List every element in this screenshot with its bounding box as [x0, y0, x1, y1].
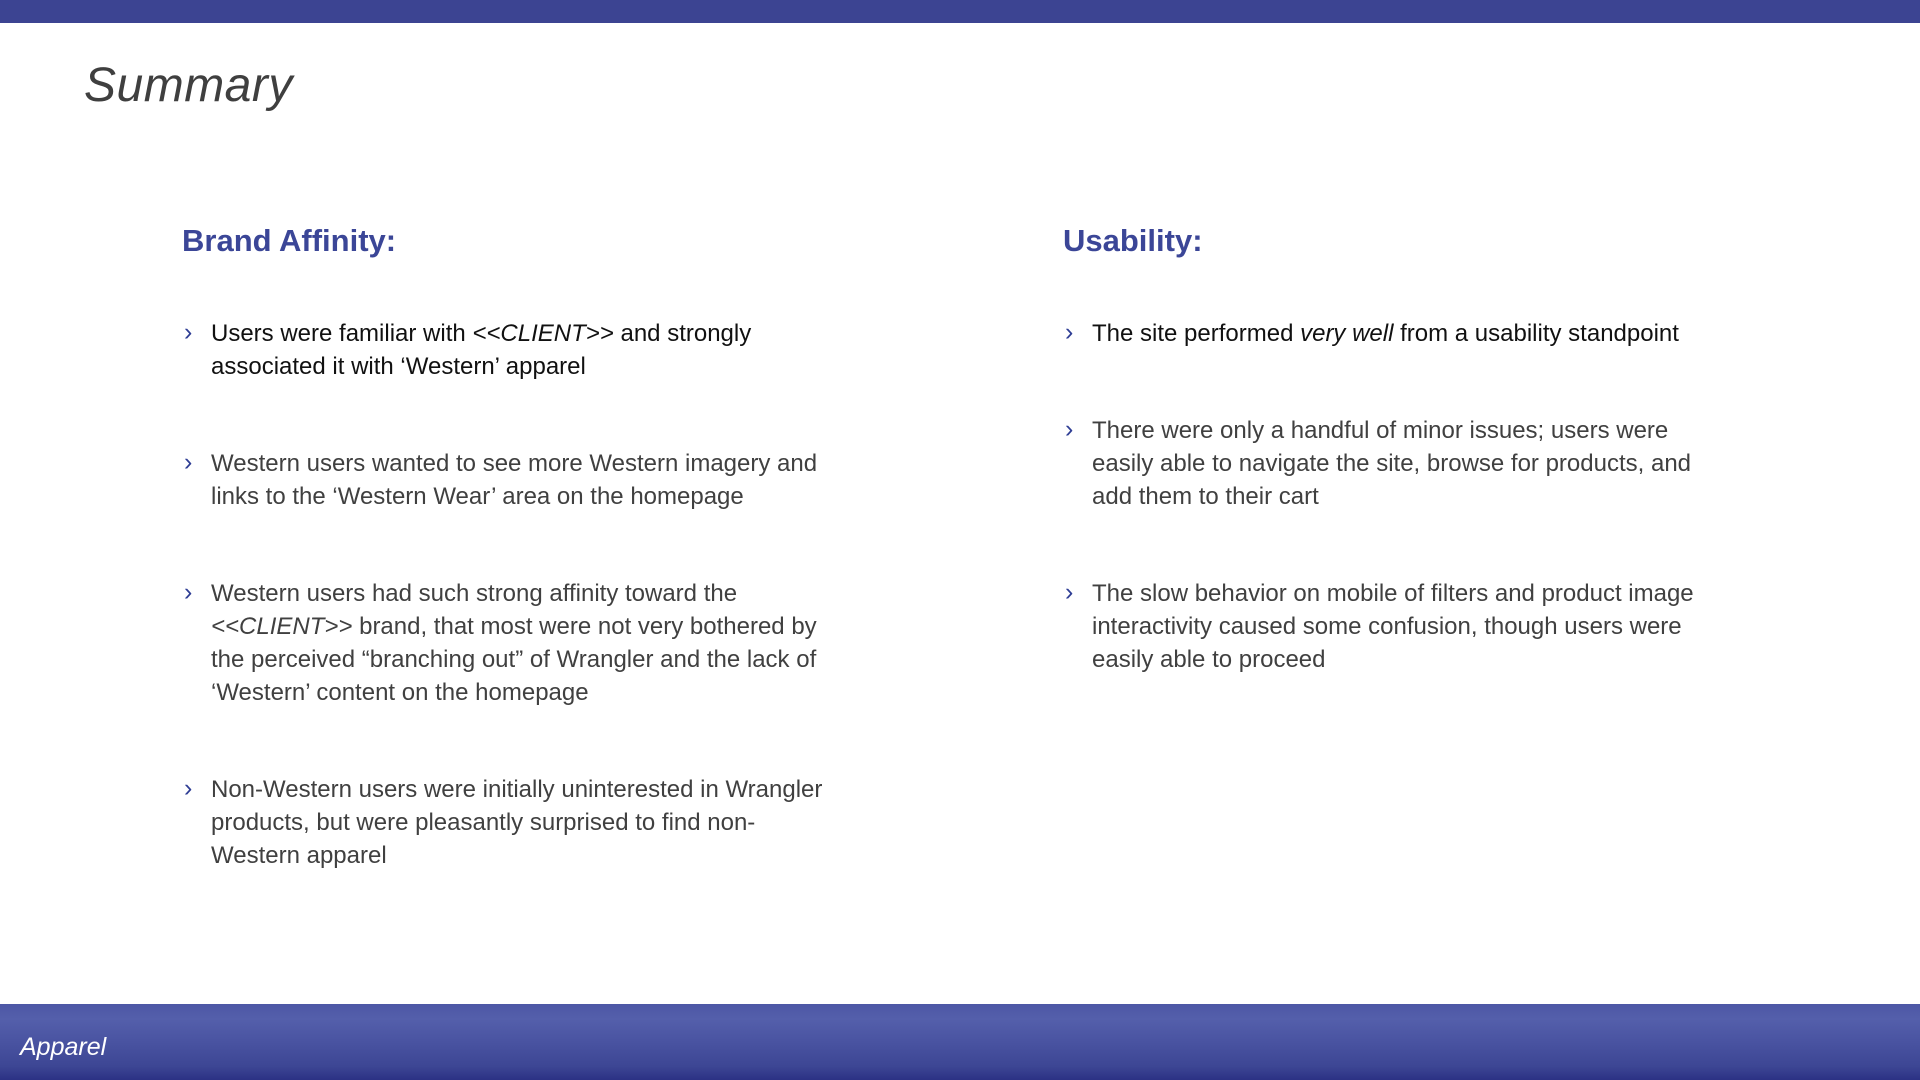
usability-heading: Usability: — [1063, 223, 1203, 258]
bullet-marker-icon: › — [184, 448, 193, 476]
bullet-text: Users were familiar with <<CLIENT>> and strongly associated it with ‘Western’ apparel — [211, 320, 752, 380]
bullet-marker-icon: › — [1065, 578, 1074, 606]
bullet-item — [182, 773, 836, 872]
bullet-marker-icon: › — [184, 578, 193, 606]
column-usability — [1063, 222, 1728, 740]
bullet-text: There were only a handful of minor issues; users were easily able to navigate the site, browse for products, and add them to their cart — [1092, 417, 1692, 510]
top-accent-bar — [0, 0, 1920, 23]
column-brand-affinity — [182, 222, 847, 936]
bullet-item — [182, 577, 836, 709]
bullet-text: Western users wanted to see more Western imagery and links to the ‘Western Wear’ area on the homepage — [211, 450, 818, 510]
bullet-marker-icon: › — [184, 318, 193, 346]
bullet-text: Non-Western users were initially uninterested in Wrangler products, but were pleasantly surprised to find non-Western apparel — [211, 776, 823, 869]
bullet-marker-icon: › — [184, 774, 193, 802]
bullet-text: The slow behavior on mobile of filters and product image interactivity caused some confusion, though users were easily able to proceed — [1092, 580, 1694, 673]
brand-affinity-bullet-list — [182, 317, 847, 872]
bullet-text: The site performed very well from a usability standpoint — [1092, 320, 1679, 347]
bullet-marker-icon: › — [1065, 415, 1074, 443]
bullet-item — [182, 447, 836, 513]
bullet-marker-icon: › — [1065, 318, 1074, 346]
bullet-text: Western users had such strong affinity toward the <<CLIENT>> brand, that most were not very bothered by the perceived “branching out” of Wrangler and the lack of ‘Western’ content on the homepage — [211, 580, 817, 706]
footer-bar — [0, 1004, 1920, 1080]
bullet-item — [1063, 577, 1717, 676]
slide-title: Summary — [84, 59, 293, 112]
bullet-item — [1063, 317, 1717, 350]
usability-bullet-list — [1063, 317, 1728, 676]
bullet-item — [1063, 414, 1717, 513]
footer-label: Apparel — [20, 1033, 107, 1061]
bullet-item — [182, 317, 836, 383]
brand-affinity-heading: Brand Affinity: — [182, 223, 397, 258]
